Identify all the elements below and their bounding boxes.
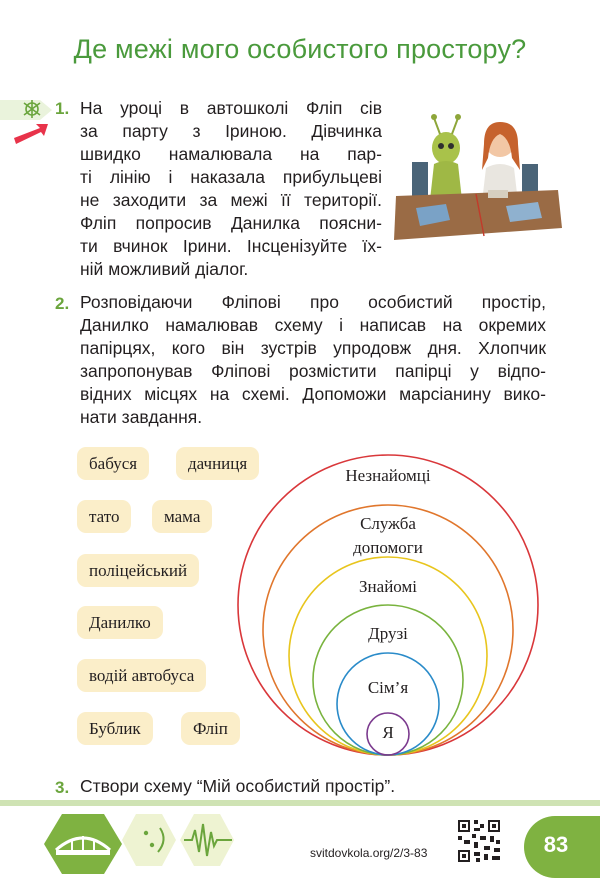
chip-dachnytsia[interactable]: дачниця: [176, 447, 259, 480]
task-1-number: 1.: [55, 99, 70, 118]
task-2-line: відних місцях на схемі. Допоможи марсіанину вико-: [80, 384, 546, 404]
task-1-line: швидко намалювала на пар-: [80, 144, 382, 164]
ring-label-friends: Друзі: [368, 624, 408, 643]
ring-label-strangers: Незнайомці: [345, 466, 431, 485]
chip-babusia[interactable]: бабуся: [77, 447, 149, 480]
chip-mama[interactable]: мама: [152, 500, 212, 533]
task-2-line: Розповідаючи Фліпові про особистий простір,: [80, 292, 546, 312]
task-1-line: ній можливий діалог.: [80, 259, 249, 279]
footer-band: [0, 800, 600, 878]
chip-politseiskyi[interactable]: поліцейський: [77, 554, 199, 587]
task-marker-icon: [0, 92, 56, 152]
task-1-line: На уроці в автошколі Фліп сів: [80, 98, 382, 118]
ring-label-acquaintances: Знайомі: [359, 577, 417, 596]
sound-wave-icon: [180, 814, 234, 866]
ring-label-help-service-line1: Служба: [360, 514, 416, 533]
ring-label-family: Сім’я: [367, 678, 409, 697]
chip-vodii-avtobusa[interactable]: водій автобуса: [77, 659, 206, 692]
qr-code-icon[interactable]: [456, 818, 502, 864]
task-1-text: [80, 97, 382, 281]
footer-url[interactable]: svitdovkola.org/2/3-83: [310, 846, 428, 860]
task-2-text: [80, 291, 546, 429]
personal-space-diagram: [236, 452, 540, 758]
chip-bublyk[interactable]: Бублик: [77, 712, 153, 745]
task-3-number: 3.: [55, 778, 70, 797]
task-1-line: ті лінію і наказала прибульцеві: [80, 167, 382, 187]
page-number: 83: [543, 832, 569, 857]
task-1-line: ти вчинок Ірини. Інсценізуйте їх-: [80, 236, 382, 256]
smiley-face-icon: [122, 814, 176, 866]
chip-danylko[interactable]: Данилко: [77, 606, 163, 639]
task-2-line: запропонував Фліпові розмістити папірці у відпо-: [80, 361, 546, 381]
task-1-line: не заходити за межі її території.: [80, 190, 382, 210]
task-2-line: папірцях, кого він зустрів упродовж дня. Хлопчик: [80, 338, 546, 358]
task-2-number: 2.: [55, 294, 70, 313]
chip-flip[interactable]: Фліп: [181, 712, 240, 745]
bridge-icon: [44, 814, 122, 874]
classroom-illustration: [388, 108, 564, 248]
task-2-line: нати завдання.: [80, 407, 203, 427]
task-1-line: Фліп попросив Данилка поясни-: [80, 213, 382, 233]
task-3-text: Створи схему “Мій особистий простір”.: [80, 776, 396, 796]
task-2-line: Данилко намалював схему і написав на окремих: [80, 315, 546, 335]
page-title: Де межі мого особистого простору?: [73, 34, 527, 64]
ring-label-me: Я: [382, 723, 394, 742]
task-1-line: за парту з Іриною. Дівчинка: [80, 121, 382, 141]
ring-label-help-service-line2: допомоги: [353, 538, 423, 557]
chip-tato[interactable]: тато: [77, 500, 131, 533]
